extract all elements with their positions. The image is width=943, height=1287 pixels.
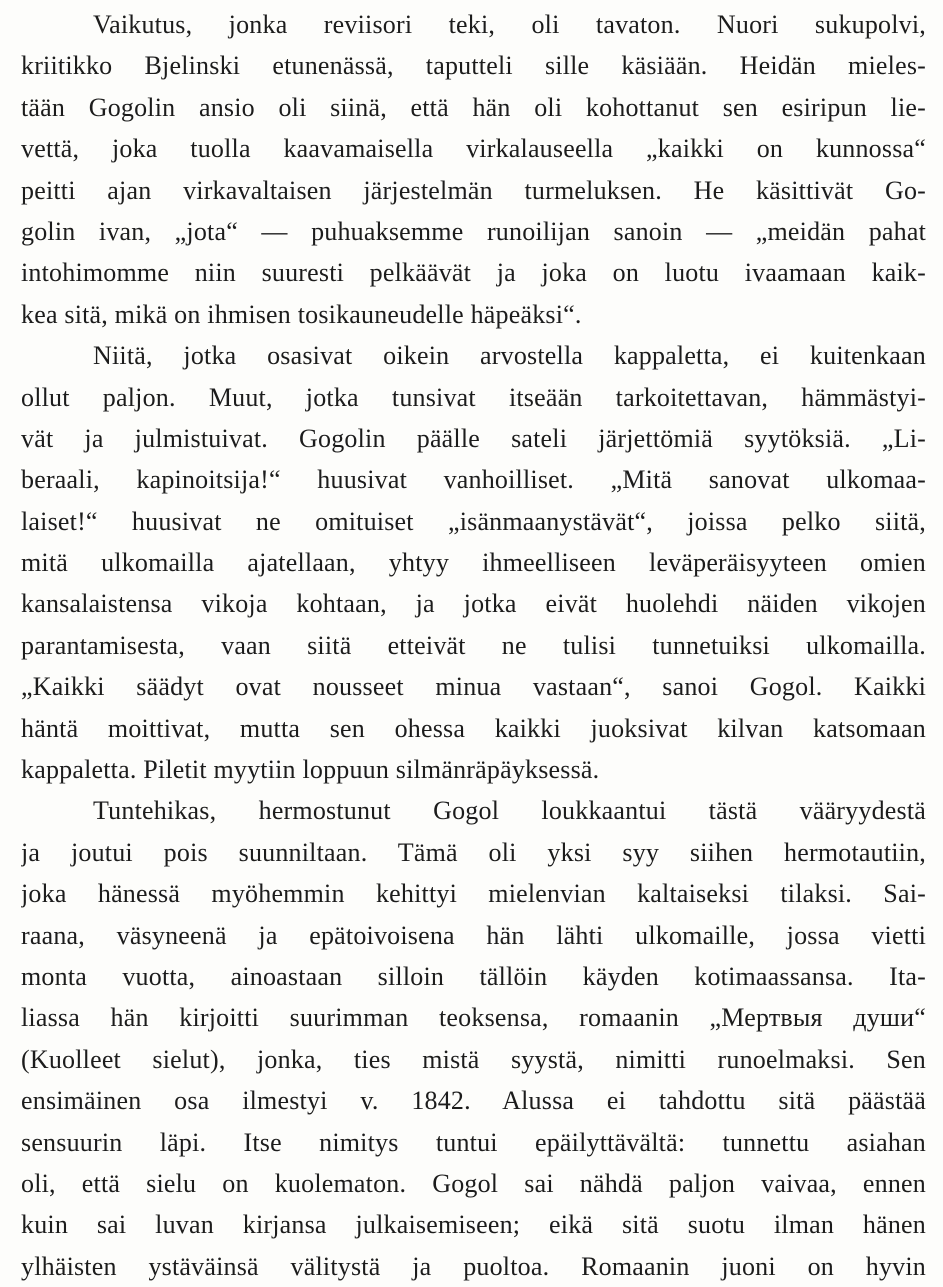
text-line: vettä, joka tuolla kaavamaisella virkalauseella „kaikki on kunnossa“ — [21, 134, 926, 164]
text-line: tään Gogolin ansio oli siinä, että hän oli kohottanut sen esiripun lie- — [21, 92, 926, 122]
text-line: parantamisesta, vaan siitä etteivät ne tulisi tunnetuiksi ulkomailla. — [21, 630, 926, 660]
text-line: liassa hän kirjoitti suurimman teoksensa, romaanin „Мертвыя души“ — [21, 1003, 926, 1033]
text-line: „Kaikki säädyt ovat nousseet minua vastaan“, sanoi Gogol. Kaikki — [21, 672, 926, 702]
text-line: kriitikko Bjelinski etunenässä, taputteli sille käsiään. Heidän mieles- — [21, 51, 926, 81]
paragraph — [21, 790, 926, 1287]
text-line: kansalaistensa vikoja kohtaan, ja jotka eivät huolehdi näiden vikojen — [21, 589, 926, 619]
text-line: Niitä, jotka osasivat oikein arvostella kappaletta, ei kuitenkaan — [93, 341, 926, 371]
text-line: ensimäinen osa ilmestyi v. 1842. Alussa ei tahdottu sitä päästää — [21, 1086, 926, 1116]
text-line: monta vuotta, ainoastaan silloin tällöin käyden kotimaassansa. Ita- — [21, 961, 926, 991]
text-line: joka hänessä myöhemmin kehittyi mielenvian kaltaiseksi tilaksi. Sai- — [21, 879, 926, 909]
page-text — [21, 4, 926, 1287]
text-line: vät ja julmistuivat. Gogolin päälle sateli järjettömiä syytöksiä. „Li- — [21, 423, 926, 453]
text-line: Tuntehikas, hermostunut Gogol loukkaantui tästä vääryydestä — [93, 796, 926, 826]
text-line: raana, väsyneenä ja epätoivoisena hän lähti ulkomaille, jossa vietti — [21, 920, 926, 950]
text-line: häntä moittivat, mutta sen ohessa kaikki juoksivat kilvan katsomaan — [21, 713, 926, 743]
text-line: (Kuolleet sielut), jonka, ties mistä syystä, nimitti runoelmaksi. Sen — [21, 1044, 926, 1074]
text-line: kuin sai luvan kirjansa julkaisemiseen; eikä sitä suotu ilman hänen — [21, 1210, 926, 1240]
text-line: peitti ajan virkavaltaisen järjestelmän turmeluksen. He käsittivät Go- — [21, 175, 926, 205]
text-line: intohimomme niin suuresti pelkäävät ja joka on luotu ivaamaan kaik- — [21, 258, 926, 288]
text-line: Vaikutus, jonka reviisori teki, oli tavaton. Nuori sukupolvi, — [93, 10, 926, 39]
text-line: mitä ulkomailla ajatellaan, yhtyy ihmeelliseen leväperäisyyteen omien — [21, 548, 926, 578]
text-line: ja joutui pois suunniltaan. Tämä oli yksi syy siihen hermotautiin, — [21, 837, 926, 867]
paragraph — [21, 335, 926, 790]
text-line: oli, että sielu on kuolematon. Gogol sai nähdä paljon vaivaa, ennen — [21, 1168, 926, 1198]
text-line: laiset!“ huusivat ne omituiset „isänmaanystävät“, joissa pelko siitä, — [21, 506, 926, 536]
text-line: kea sitä, mikä on ihmisen tosikauneudelle häpeäksi“. — [21, 299, 582, 329]
text-line: ylhäisten ystäväinsä välitystä ja puoltoa. Romaanin juoni on hyvin — [21, 1251, 926, 1281]
text-line: ollut paljon. Muut, jotka tunsivat itseään tarkoitettavan, hämmästyi- — [21, 382, 926, 412]
paragraph — [21, 4, 926, 335]
text-line: kappaletta. Piletit myytiin loppuun silmänräpäyksessä. — [21, 755, 600, 785]
text-line: beraali, kapinoitsija!“ huusivat vanhoilliset. „Mitä sanovat ulkomaa- — [21, 465, 926, 495]
text-line: golin ivan, „jota“ — puhuaksemme runoilijan sanoin — „meidän pahat — [21, 216, 926, 246]
text-line: sensuurin läpi. Itse nimitys tuntui epäilyttävältä: tunnettu asiahan — [21, 1127, 926, 1157]
